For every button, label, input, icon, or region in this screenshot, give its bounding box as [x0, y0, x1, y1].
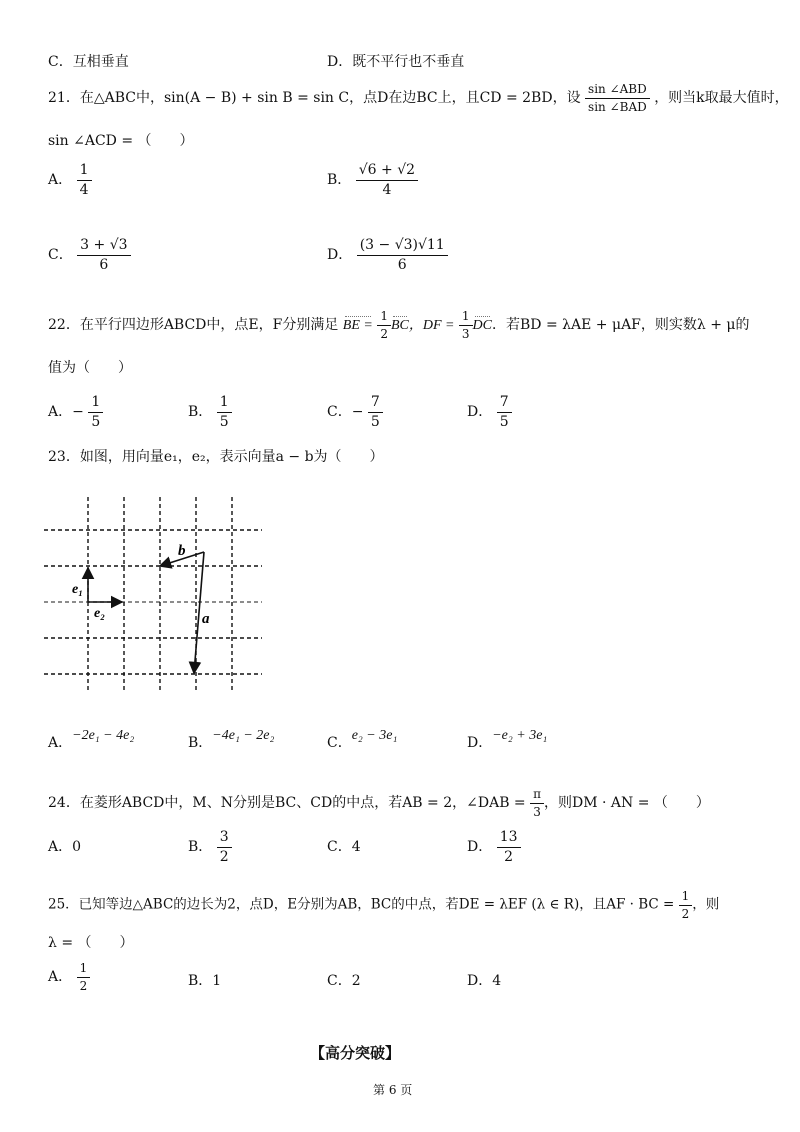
- q22-option-a: [48, 395, 103, 429]
- q22-stem-b: ．若BD = λAE + μAF，则实数λ + μ的: [492, 317, 750, 334]
- q23-stem: 23．如图，用向量e₁，e₂，表示向量a − b为（ ）: [48, 449, 384, 465]
- q23-a-expr: −2e₁ − 4e₂: [72, 728, 135, 743]
- q24-d-frac: [497, 830, 521, 864]
- q24-b-label: B．: [188, 839, 213, 856]
- q22-c-label: C．: [327, 404, 352, 421]
- q25-option-d: D．4: [467, 973, 502, 989]
- q24-angle-num: π: [530, 788, 544, 804]
- q25-option-c: C．2: [327, 973, 361, 989]
- q22-b-frac: [217, 395, 232, 429]
- q22-line2: 值为（ ）: [48, 360, 132, 376]
- q24-option-b: [188, 830, 232, 864]
- label-e2: e₂: [94, 606, 106, 621]
- q24-d-den: 2: [504, 848, 514, 865]
- q21-a-label: A．: [48, 172, 73, 189]
- q23-option-d: [467, 728, 548, 751]
- q24-angle-den: 3: [533, 804, 541, 819]
- q21-d-den: 6: [397, 256, 407, 273]
- label-e1: e₁: [72, 582, 84, 597]
- q24-b-frac: [217, 830, 232, 864]
- q22-option-b: [188, 395, 232, 429]
- q22-df-den: 3: [461, 326, 470, 341]
- q22-d-num: 7: [497, 395, 512, 413]
- q21-b-label: B．: [327, 172, 352, 189]
- q21-d-frac: [357, 238, 448, 272]
- q24-option-a: A．0: [48, 839, 82, 855]
- q22-d-den: 5: [499, 413, 509, 430]
- q24-d-num: 13: [497, 830, 521, 848]
- q24-option-d: [467, 830, 521, 864]
- q22-b-label: B．: [188, 404, 213, 421]
- q21-stem-b: ，则当k取最大值时，: [654, 90, 789, 107]
- q21-a-num: 1: [77, 163, 92, 181]
- q22-c-sign: −: [351, 404, 364, 421]
- q21-option-d: [327, 238, 448, 272]
- q23-option-c: [327, 728, 398, 751]
- q21-c-num: 3 + √3: [77, 238, 130, 256]
- q21-b-den: 4: [382, 181, 392, 198]
- q25-a-frac: [77, 962, 91, 992]
- q22-df-frac: [459, 310, 473, 340]
- q23-a-label: A．: [48, 735, 73, 751]
- q23-option-b: [188, 728, 275, 751]
- q23-d-label: D．: [467, 735, 493, 751]
- q21-d-num: (3 − √3)√11: [357, 238, 448, 256]
- label-a: a: [202, 611, 210, 627]
- q21-c-frac: [77, 238, 130, 272]
- q23-b-label: B．: [188, 735, 213, 751]
- q22-c-den: 5: [370, 413, 380, 430]
- q21-b-frac: [356, 163, 418, 197]
- q22-be-den: 2: [380, 326, 388, 341]
- q21-stem-a: 21．在△ABC中，sin(A − B) + sin B = sin C，点D在边BC上，且CD = 2BD，设: [48, 90, 581, 107]
- q22-a-label: A．: [48, 404, 73, 421]
- q22-stem-a: 22．在平行四边形ABCD中，点E，F分别满足: [48, 317, 339, 334]
- q22-option-d: [467, 395, 512, 429]
- q22-c-frac: [368, 395, 383, 429]
- q21-c-label: C．: [48, 247, 73, 264]
- q24-angle-frac: [530, 788, 544, 818]
- q21-option-a: [48, 163, 92, 197]
- q24-stem-a: 24．在菱形ABCD中，M、N分别是BC、CD的中点，若AB = 2，∠DAB =: [48, 795, 526, 812]
- q25-frac-num: 1: [679, 890, 693, 906]
- q24-stem-b: ，则DM · AN = （ ）: [544, 795, 710, 812]
- q25-frac: [679, 890, 693, 920]
- q22-d-label: D．: [467, 404, 493, 421]
- q21-stem: [48, 83, 789, 113]
- q22-be-frac: [377, 310, 391, 340]
- q25-line2: λ = （ ）: [48, 935, 134, 951]
- q22-b-den: 5: [219, 413, 229, 430]
- q22-b-num: 1: [217, 395, 232, 413]
- q22-d-frac: [497, 395, 512, 429]
- q21-k-den: sin ∠BAD: [588, 99, 647, 114]
- q22-be: BE =: [342, 318, 373, 334]
- q22-a-sign: −: [72, 404, 84, 421]
- q21-c-den: 6: [99, 256, 109, 273]
- q24-d-label: D．: [467, 839, 493, 856]
- q22-a-frac: [88, 395, 103, 429]
- q22-df: ，DF =: [408, 318, 455, 334]
- q22-c-num: 7: [368, 395, 383, 413]
- q20-option-c: C．互相垂直: [48, 54, 129, 70]
- q22-option-c: [327, 395, 383, 429]
- q21-d-label: D．: [327, 247, 353, 264]
- q25-stem: [48, 890, 719, 920]
- q23-c-expr: e₂ − 3e₁: [351, 728, 398, 743]
- q21-option-b: [327, 163, 418, 197]
- q22-be-num: 1: [377, 310, 391, 326]
- page-footer: 第 6 页: [373, 1083, 413, 1097]
- q21-a-frac: [77, 163, 92, 197]
- q20-option-d: D．既不平行也不垂直: [327, 54, 465, 70]
- q24-b-num: 3: [217, 830, 232, 848]
- q25-a-label: A．: [48, 969, 73, 986]
- q25-a-num: 1: [77, 962, 91, 978]
- q25-stem-b: ，则: [692, 896, 720, 913]
- q25-stem-a: 25．已知等边△ABC的边长为2，点D，E分别为AB，BC的中点，若DE = λEF (λ ∈ R)，且AF · BC =: [48, 896, 675, 913]
- q22-be-vec: BC: [390, 318, 409, 334]
- q25-a-den: 2: [79, 978, 88, 993]
- q24-option-c: C．4: [327, 839, 361, 855]
- q23-c-label: C．: [327, 735, 352, 751]
- q22-a-num: 1: [88, 395, 103, 413]
- q23-option-a: [48, 728, 135, 751]
- q25-frac-den: 2: [681, 906, 690, 921]
- q25-option-a: [48, 962, 90, 992]
- q23-grid-figure: [44, 495, 266, 695]
- q21-line2: sin ∠ACD = （ ）: [48, 133, 194, 149]
- q24-b-den: 2: [219, 848, 229, 865]
- q23-b-expr: −4e₁ − 2e₂: [212, 728, 275, 743]
- q25-option-b: B．1: [188, 973, 222, 989]
- q21-a-den: 4: [79, 181, 89, 198]
- q22-df-vec: DC: [472, 318, 492, 334]
- q21-option-c: [48, 238, 131, 272]
- q22-stem: [48, 310, 750, 340]
- q21-b-num: √6 + √2: [356, 163, 418, 181]
- q22-a-den: 5: [91, 413, 101, 430]
- q24-stem: [48, 788, 710, 818]
- q22-df-num: 1: [459, 310, 473, 326]
- q21-k-fraction: [585, 83, 650, 113]
- q21-k-num: sin ∠ABD: [585, 83, 650, 99]
- section-title: 【高分突破】: [310, 1044, 401, 1062]
- q23-d-expr: −e₂ + 3e₁: [492, 728, 548, 743]
- label-b: b: [178, 543, 186, 559]
